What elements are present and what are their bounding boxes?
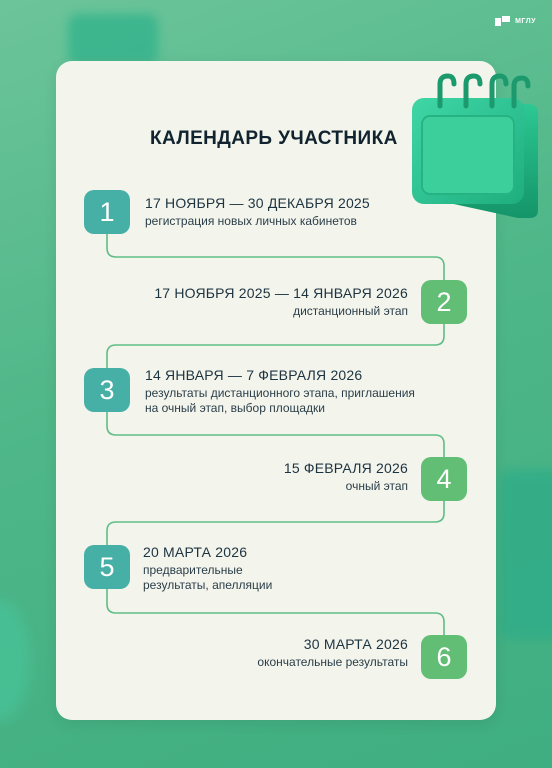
step-4-desc: очный этап [345, 479, 408, 493]
step-2-badge: 2 [421, 280, 467, 324]
step-2 [110, 285, 408, 319]
step-2-desc: дистанционный этап [293, 304, 408, 318]
step-3-desc: результаты дистанционного этапа, приглашения на очный этап, выбор площадки [145, 386, 415, 415]
step-1 [145, 195, 415, 229]
step-1-date: 17 НОЯБРЯ — 30 ДЕКАБРЯ 2025 [145, 195, 370, 211]
step-2-date: 17 НОЯБРЯ 2025 — 14 ЯНВАРЯ 2026 [154, 285, 408, 301]
step-3-badge: 3 [84, 368, 130, 412]
step-5-badge: 5 [84, 545, 130, 589]
step-6-date: 30 МАРТА 2026 [303, 636, 408, 652]
step-6-desc: окончательные результаты [257, 655, 408, 669]
step-6 [150, 636, 408, 670]
step-4-badge: 4 [421, 457, 467, 501]
step-3 [145, 367, 475, 416]
step-5 [143, 544, 393, 593]
step-3-date: 14 ЯНВАРЯ — 7 ФЕВРАЛЯ 2026 [145, 367, 363, 383]
calendar-icon [408, 72, 544, 224]
step-4-date: 15 ФЕВРАЛЯ 2026 [283, 460, 408, 476]
step-4 [150, 460, 408, 494]
step-5-desc: предварительные результаты, апелляции [143, 563, 273, 592]
step-5-date: 20 МАРТА 2026 [143, 544, 248, 560]
step-6-badge: 6 [421, 635, 467, 679]
step-1-desc: регистрация новых личных кабинетов [145, 214, 357, 228]
page-title: КАЛЕНДАРЬ УЧАСТНИКА [150, 128, 398, 149]
step-1-badge: 1 [84, 190, 130, 234]
brand-name: МГЛУ [515, 18, 536, 25]
